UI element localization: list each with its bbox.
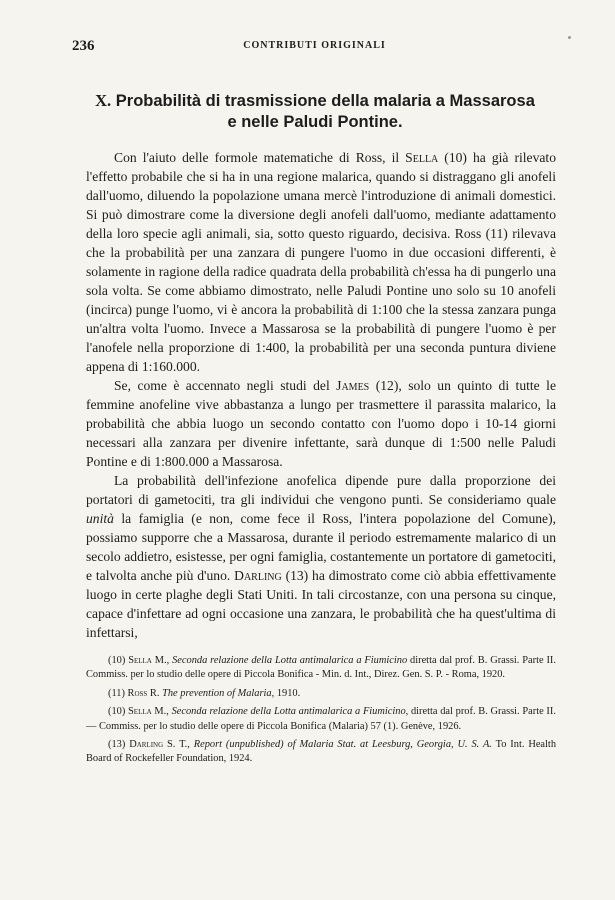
footnote-rest: 1910. bbox=[276, 687, 301, 699]
text-run: La probabilità dell'infezione anofelica dipende pure dalla proporzione dei portatori di gametociti, tra gli individui che vengono punti. Se consideriamo quale bbox=[86, 473, 556, 507]
text-run: Con l'aiuto delle formole matematiche di Ross, il bbox=[114, 150, 406, 165]
footnote bbox=[86, 738, 556, 767]
page-header bbox=[72, 38, 557, 56]
paragraph-3 bbox=[86, 471, 556, 642]
footnote-author: Darling S. T., bbox=[129, 739, 190, 751]
footnote-rest: diretta dal prof. B. Grassi. Parte II. — Commiss. per lo studio delle opere di Piccola Bonifica (Malaria) 57 (1). Genève, 1926. bbox=[86, 706, 556, 732]
text-run: la famiglia (e non, come fece il Ross, l'intera popolazione del Comune), possiamo supporre che a Massarosa, durante il periodo estremamente malarico di un secolo addietro, esistesse, per ogni famiglia, costantemente un portatore di gametociti, e talvolta anche più d'uno. bbox=[86, 511, 556, 583]
footnote bbox=[86, 705, 556, 734]
footnote-work: The prevention of Malaria, bbox=[162, 687, 275, 699]
text-run: (12), solo un quinto di tutte le femmine anofeline vive abbastanza a lungo per trasmettere il parassita malarico, la probabilità che abbia luogo un secondo contatto con l'uomo dopo i 10-14 giorni necessari alla zanzara per divenire infettante, sarà dunque di 1:500 nelle Paludi Pontine e di 1:800.000 a Massarosa. bbox=[86, 378, 556, 469]
footnote-work: Seconda relazione della Lotta antimalarica a Fiumicino bbox=[172, 655, 408, 666]
paragraph-2 bbox=[86, 376, 556, 471]
footnote bbox=[86, 687, 556, 701]
paragraph-1 bbox=[86, 148, 556, 376]
footnote-rest: To Int. Health Board of Rockefeller Foundation, 1924. bbox=[86, 739, 557, 765]
section-numeral: X. bbox=[95, 91, 112, 110]
footnote-number: (10) bbox=[108, 655, 126, 666]
author-name: Darling bbox=[234, 568, 282, 583]
title-text-1: Probabilità di trasmissione della malaria a Massarosa bbox=[115, 92, 535, 110]
footnotes bbox=[86, 654, 556, 771]
footnote-author: Ross R. bbox=[127, 687, 160, 699]
title-line-1 bbox=[70, 90, 560, 112]
text-run: Se, come è accennato negli studi del bbox=[114, 378, 337, 393]
footnote-number: (10) bbox=[108, 706, 126, 718]
footnote-work: Report (unpublished) of Malaria Stat. at Leesburg, Georgia, U. S. A. bbox=[193, 739, 492, 751]
text-run: (13) ha dimostrato come ciò abbia effettivamente luogo in certe plaghe degli Stati Uniti. In tali circostanze, con una persona su cinque, capace d'infettare ad ogni occasione una zanzara, le probabilità che ha quest'ultima di infettarsi, bbox=[86, 568, 556, 640]
author-name: James bbox=[336, 378, 370, 393]
author-name: Sella bbox=[405, 150, 439, 165]
emphasis: unità bbox=[86, 511, 114, 526]
title-line-2: e nelle Paludi Pontine. bbox=[227, 113, 403, 131]
footnote-number: (11) bbox=[108, 687, 125, 699]
text-run: (10) ha già rilevato l'effetto probabile che si ha in una regione malarica, quando si distraggano gli anofeli dall'uomo, diluendo la popolazione umana mercè l'introduzione di animali domestici. Si può dimostrare come la diversione degli anofeli dall'uomo, mediante adattamento della loro specie agli animali, sia, sotto questo riguardo, decisiva. Ross (11) rilevava che la probabilità per una zanzara di pungere l'uomo in due occasioni differenti, è solamente in ragione della radice quadrata della probabilità ch'essa ha di pungerlo una sola volta. Se come abbiamo dimostrato, nelle Paludi Pontine uno solo su 10 anofeli (incirca) punge l'uomo, vi è ancora la probabilità di 1:100 che la stessa zanzara punga un'altra volta l'uomo. Invece a Massarosa se la probabilità di pungere l'uomo è per l'anofele nella proporzione di 1:400, la probabilità per una seconda puntura diviene appena di 1:160.000. bbox=[86, 150, 556, 374]
footnote bbox=[86, 654, 556, 683]
footnote-author: Sella M., bbox=[128, 706, 169, 718]
footnote-number: (13) bbox=[108, 739, 126, 751]
paper-speck bbox=[568, 36, 571, 39]
section-title bbox=[70, 90, 560, 133]
body-text bbox=[86, 148, 556, 642]
page-number: 236 bbox=[72, 38, 95, 54]
footnote-author: Sella M., bbox=[128, 655, 170, 666]
footnote-work: Seconda relazione della Lotta antimalarica a Fiumicino, bbox=[171, 706, 409, 718]
running-head: CONTRIBUTI ORIGINALI bbox=[243, 40, 386, 51]
footnote-rest: diretta dal prof. B. Grassi. Parte II. Commiss. per lo studio delle opere di Piccola Bonifica - Min. d. Int., Direz. Gen. S. P. - Roma, 1920. bbox=[86, 655, 556, 681]
